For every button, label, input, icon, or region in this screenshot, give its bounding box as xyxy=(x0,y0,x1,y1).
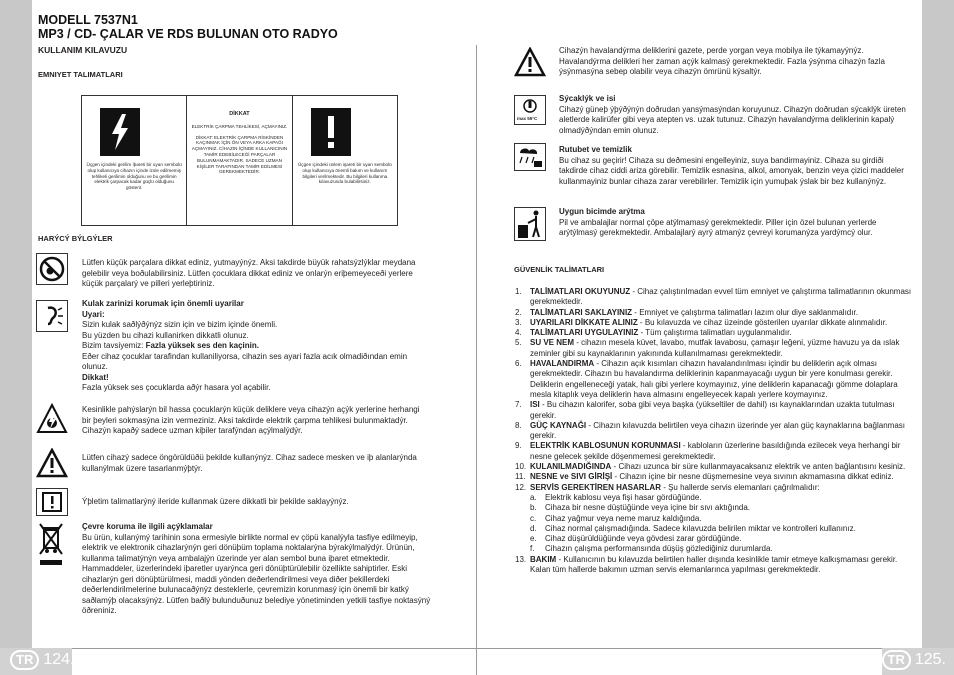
item-number: 6. xyxy=(515,359,522,369)
footer-line xyxy=(72,648,882,649)
model-title: MODELL 7537N1 xyxy=(38,13,138,27)
intended-use-text: Lütfen cihazý sadece öngörüldüðü þekilde kullanýnýz. Cihaz sadece mesken ve iþ alanlarýnda kullanýlmak üzere tasarlanmýþtýr. xyxy=(82,453,417,473)
item-text: - Cihazın kılavuzda belirtilen veya cihazın üzerinde yer alan güç kaynaklarına bağlanması gerekir. xyxy=(530,420,905,441)
item-text: Elektrik kablosu veya fişi hasar gördüğünde. xyxy=(545,492,702,502)
page-number: 124. xyxy=(43,651,75,668)
item-number: c. xyxy=(530,513,537,523)
item-keyword: TALİMATLARI OKUYUNUZ xyxy=(530,287,631,296)
item-number: 4. xyxy=(515,328,522,338)
moisture-title: Rutubet ve temizlik xyxy=(559,145,632,154)
safety-item xyxy=(515,483,915,493)
warning-box-line1: ELEKTRİK ÇARPMA TEHLİKESİ, AÇMAYINIZ. xyxy=(191,123,288,129)
safety-item xyxy=(515,328,915,338)
item-text: Cihazın çalışma performansında düşüş gözlediğiniz durumlarda. xyxy=(545,544,773,554)
small-parts-text: Lütfen küçük parçalara dikkat ediniz, yutmayýnýz. Aksi takdirde büyük rahatsýzlýklar meydana gelebilir veya boðulabilirsiniz. Lütfen çocuklara dikkat ediniz ve onlarýn eriþemeyeceði yerlere küçük parçalarý ve pilleri yerleþtiriniz. xyxy=(82,258,416,288)
item-keyword: TALİMATLARI SAKLAYINIZ xyxy=(530,307,633,317)
warning-box-line2: DİKKAT: ELEKTRİK ÇARPMA RİSKİNDEN KAÇINMAK İÇİN ÖN VEYA ARKA KAPAĞI AÇMAYINIZ. CİHAZIN İÇİNDE KULLANICININ TAMİR EDEBİLECEĞİ PARÇALAR BULUNMAMAKTADIR. SADECE UZMAN KİŞİLER TARAFINDAN TAMİR EDİLMESİ GEREKMEKTEDİR. xyxy=(191,134,288,175)
item-text: - Bu cihazın kalorifer, soba gibi veya başka (yükseltiler de dahil) ısı kaynaklarından uzakta tutulması gerekir. xyxy=(530,400,895,420)
caution-triangle-icon xyxy=(514,47,546,77)
heat-title: Sýcaklýk ve isi xyxy=(559,94,616,103)
heat-text: Cihazý güneþ ýþýðýnýn doðrudan yansýmasýndan koruyunuz. Cihazýn doðrudan sýcaklýk üreten aletlerde kalirüfer gibi veya atepten vs. uzak tutunuz. Cihazýn havalandýrma deliklerinin kapalý olmadýðýndan emin olunuz. xyxy=(559,104,906,135)
item-number: f. xyxy=(530,544,535,554)
item-text: - Cihazı uzunca bir süre kullanmayacaksanız elektrik ve anten bağlantısını kesiniz. xyxy=(611,462,906,472)
safety-item xyxy=(515,472,915,482)
heat-section xyxy=(559,94,911,136)
item-text: Cihaz düşürüldüğünde veya gövdesi zarar gördüğünde. xyxy=(545,534,742,544)
safety-item xyxy=(515,359,915,400)
no-small-parts-icon xyxy=(36,253,68,285)
item-keyword: ISI xyxy=(530,400,540,410)
environment-text: Bu ürün, kullanýmý tarihinin sona ermesiyle birlikte normal ev çöpü kanalýyla tasfiye edilmeyip, elektrik ve elektronik cihazlarýnýn geri dönüþüm toplama noktalarýna býrakýlmalýdýr. Ürünün, kullanma talimatýnýn veya ambalajýn üzerinde yer alan sembol buna iþaret etmektedir. Hammaddeler, üzerlerindeki iþaretler uyarýnca geri dönüþtürülebilir özellikte sahiptirler. Eski cihazlarýn geri dönüþtürülmesi, maddi yönden deðerlendirilmesi veya diðer þekillerdeki deðerlendirilmelerine bulunacaðýnýz desteklerle, çevremizin korunmasý için önemli bir katký saðlamýþ olacaksýnýz. Lütfen baðlý bulunduðunuz belediye yönetiminden yetkili tasfiye noktasýný öðreniniz. xyxy=(82,532,431,615)
language-badge: TR xyxy=(10,650,39,670)
item-text: - Şu hallerde servis elemanları çağrılmalıdır: xyxy=(660,482,820,492)
item-text: - cihazın mesela küvet, lavabo, mutfak lavabosu, çamaşır leğeni, yüzme havuzu ya da ıslak zeminler gibi su kaynaklarının yakınında kullanılmaması gerekmektedir. xyxy=(530,338,900,358)
crossed-out-bin-icon xyxy=(38,522,64,568)
item-keyword: NESNE ve SIVI GİRİŞİ xyxy=(530,472,613,482)
item-keyword: SERVİS GEREKTİREN HASARLAR xyxy=(530,482,661,492)
environment-title: Çevre koruma ile ilgili açýklamalar xyxy=(82,522,213,531)
warning-box-title: DİKKAT xyxy=(229,111,250,117)
hearing-section xyxy=(82,299,427,394)
safety-subitem xyxy=(515,534,915,544)
hearing-warn-label: Uyari: xyxy=(82,309,105,319)
warning-box-right xyxy=(293,96,397,225)
page-number: 125. xyxy=(914,651,946,668)
safety-item xyxy=(515,555,915,576)
moisture-text: Bu cihaz su geçirir! Cihaza su deðmesini engelleyiniz, suya bandirmayiniz. Cihaza su girdiði takdirde cihaz ciddi ariza görebilir. Temizlik esnasina, alkol, amonyak, benzin veya çizici maddeler kullanmayiniz bunlar cihaza zarar verebilirler. Temizlik için yumuþak ýslak bir bez kullanýnýz. xyxy=(559,155,904,186)
item-text: Cihaz yağmur veya neme maruz kaldığında. xyxy=(545,513,702,523)
item-text: - kabloların üzerlerine basıldığında ezilecek veya herhangi bir nesne gelecek şekilde döşenmemesi gerekmektedir. xyxy=(530,441,901,461)
item-number: 5. xyxy=(515,338,522,348)
environment-section xyxy=(82,522,434,617)
item-keyword: UYARILARI DİKKATE ALINIZ xyxy=(530,317,638,327)
item-number: 3. xyxy=(515,317,522,327)
item-number: 10. xyxy=(515,462,527,472)
warning-box-left-text: Üçgen içindeki gerilim íþareti bir uyarı sembolü olup kullanıcıya cihazın içinde izole edilmemiş tehlikeli gerilimin olduğunu ve bu gerilimin elektrik çarpacak kadar güçlü olduğunu gösterir. xyxy=(86,162,182,191)
item-text: - Emniyet ve çalıştırma talimatları lazım olur diye saklanmalıdır. xyxy=(632,307,858,317)
safety-heading: EMNIYET TALIMATLARI xyxy=(38,70,123,79)
electric-shock-warning-icon xyxy=(36,403,68,435)
item-number: 11. xyxy=(515,472,526,482)
item-text: Cihaza bir nesne düştüğünde veya içine bir sıvı aktığında. xyxy=(545,503,751,513)
disposal-title: Uygun bicimde arýtma xyxy=(559,207,645,216)
safety-list xyxy=(515,287,915,575)
hearing-advice-label: Bizim tavsiyemiz: xyxy=(82,341,146,350)
safety-item xyxy=(515,441,915,462)
item-text: - Cihaz çalıştırılmadan evvel tüm emniyet ve çalıştırma talimatlarının okunması gerekmektedir. xyxy=(530,287,912,307)
hearing-caution-label: Dikkat! xyxy=(82,372,109,382)
page-number-right xyxy=(882,650,946,670)
hearing-line1: Sizin kulak saðlýðýnýz sizin için ve bizim içinde önemli. xyxy=(82,320,278,329)
item-text: - Tüm çalıştırma talimatları uygulanmalıdır. xyxy=(638,328,792,338)
rain-cleaning-icon xyxy=(514,143,546,171)
item-text: - Kullanıcının bu kılavuzda belirtilen haller dışında kesinlikle tamir etmeye kalkışmaması gerekir. Kalan tüm hallerde bakımın uzman servis elemanlarınca yapılması gerekmektedir. xyxy=(530,554,898,575)
manual-heading: KULLANIM KILAVUZU xyxy=(38,45,128,55)
safety-subitem xyxy=(515,514,915,524)
hazards-heading: HARÝCÝ BÝLGÝLER xyxy=(38,234,113,243)
left-margin-band xyxy=(0,0,32,675)
moisture-section xyxy=(559,145,911,187)
warning-box-right-text: Üçgen içindeki ünlem işareti bir uyarı sembolü olup kullanıcıya önemli bakım ve kullanım bilgileri verilmektedir. Bu bilgileri kullanma kılavuzunda bulabilirsiniz. xyxy=(297,162,392,185)
recycling-disposal-icon xyxy=(514,207,546,241)
item-keyword: KULANILMADIĞINDA xyxy=(530,462,612,472)
item-keyword: ELEKTRİK KABLOSUNUN KORUNMASI xyxy=(530,441,681,451)
item-keyword: BAKIM xyxy=(530,554,557,564)
max-temp-label: max 55°C xyxy=(517,116,538,121)
safety-item xyxy=(515,421,915,442)
column-divider xyxy=(476,45,477,675)
item-number: 8. xyxy=(515,420,522,430)
ventilation-text: Cihazýn havalandýrma deliklerini gazete, perde yorgan veya mobilya ile týkamayýnýz. Havalandýrma delikleri her zaman açýk kalmasý gerekmektedir. Fazla ýsýnma cihazýn fazla ýsýnmasýna sebep olabilir veya cihazýn ömrünü kýsaltýr. xyxy=(559,46,885,76)
disposal-section xyxy=(559,207,911,239)
safety-item xyxy=(515,318,915,328)
hearing-title: Kulak zarinizi korumak için önemli uyarilar xyxy=(82,299,244,308)
warning-box-left xyxy=(82,96,187,225)
keep-manual-text: Ýþletim talimatlarýný ileride kullanmak üzere dikkatli bir þekilde saklayýnýz. xyxy=(82,497,349,506)
safety-subitem xyxy=(515,524,915,534)
safety-item xyxy=(515,338,915,359)
item-text: - Cihazın açık kısımları cihazın havalandırılması içindir bu deliklerin açık olması gerekmektedir. Cihazın bu havalandırma deliklerinin kapanmayacağı uygun bir yere konulması gerekir. Deliklerin engelleneceği yatak, halı gibi yerlere koymayınız, yine deliklerin kapanacağı gömme dolaplara mesla kitaplık veya deliklerin hava almasını engelleyecek kapalı yerlere koymayınız. xyxy=(530,359,898,399)
item-number: b. xyxy=(530,503,537,513)
hearing-protection-icon xyxy=(36,300,68,332)
safety-item xyxy=(515,400,915,421)
item-number: e. xyxy=(530,534,537,544)
item-number: 13. xyxy=(515,554,527,564)
item-text: Cihaz normal çalışmadığında. Sadece kılavuzda belirilen miktar ve kontrolleri kullanınız. xyxy=(545,523,856,533)
item-keyword: TALİMATLARI UYGULAYINIZ xyxy=(530,328,639,338)
item-number: d. xyxy=(530,523,537,533)
item-text: - Cihazın içine bir nesne düşmemesine veya sıvının akmamasına dikkat ediniz. xyxy=(612,472,894,482)
item-number: a. xyxy=(530,492,537,502)
item-number: 1. xyxy=(515,287,522,296)
caution-triangle-icon xyxy=(36,448,68,478)
product-title: MP3 / CD- ÇALAR VE RDS BULUNAN OTO RADYO xyxy=(38,27,338,41)
right-margin-band xyxy=(922,0,954,675)
safety-subitem xyxy=(515,503,915,513)
warning-box xyxy=(81,95,398,226)
item-number: 12. xyxy=(515,482,527,492)
safety-item xyxy=(515,308,915,318)
item-number: 2. xyxy=(515,307,522,317)
item-number: 7. xyxy=(515,400,522,410)
page-number-left xyxy=(10,650,74,670)
objects-insertion-text: Kesinlikle pahýslarýn bil hassa çocuklarýn küçük deliklere veya cihazýn açýk yerlerine herhangi bir þeyleri sokmasýna izin vermeziniz. Aksi takdirde elektrik çarpma tehlikesi bulunmaktadýr. Cihazýn kapaðý sadece uzman kiþiler tarafýndan açýlmalýdýr. xyxy=(82,405,420,435)
hearing-advice: Fazla yüksek ses den kaçinin. xyxy=(145,341,259,350)
hearing-line2: Bu yüzden bu cihazi kullanirken dikkatli olunuz. xyxy=(82,330,249,340)
safety-instructions-heading: GÜVENLİK TALİMATLARI xyxy=(514,265,605,274)
item-keyword: HAVALANDIRMA xyxy=(530,359,595,369)
safety-subitem xyxy=(515,493,915,503)
hearing-line4: Eðer cihaz çocuklar tarafindan kullaniliyorsa, cihazin ses ayari fazla acık olmadiðından emin olunuz. xyxy=(82,351,408,371)
safety-subitem xyxy=(515,544,915,554)
page-title xyxy=(38,13,338,41)
item-keyword: SU VE NEM xyxy=(530,338,575,348)
item-number: 9. xyxy=(515,441,522,451)
disposal-text: Pil ve ambalajlar normal çöpe atýlmamasý gerekmektedir. Piller için özel bulunan yerlerde arýtýlmasý gerekmektedir. Ambalajlarý ayrý atmanýz çevreyi korumanýza yardýmcý olur. xyxy=(559,217,877,237)
hearing-line5: Fazla yüksek ses çocuklarda aðýr hasara yol açabilir. xyxy=(82,383,271,392)
safety-item xyxy=(515,462,915,472)
item-keyword: GÜÇ KAYNAĞI xyxy=(530,420,587,430)
warning-box-middle xyxy=(187,96,292,225)
safety-item xyxy=(515,287,915,308)
language-badge: TR xyxy=(882,650,911,670)
manual-book-icon xyxy=(36,488,68,516)
lightning-bolt-icon xyxy=(100,108,140,156)
exclamation-mark-icon xyxy=(311,108,351,156)
item-text: - Bu kılavuzda ve cihaz üzeinde gösterilen uyarılar dikkate alınmalıdır. xyxy=(637,317,888,327)
